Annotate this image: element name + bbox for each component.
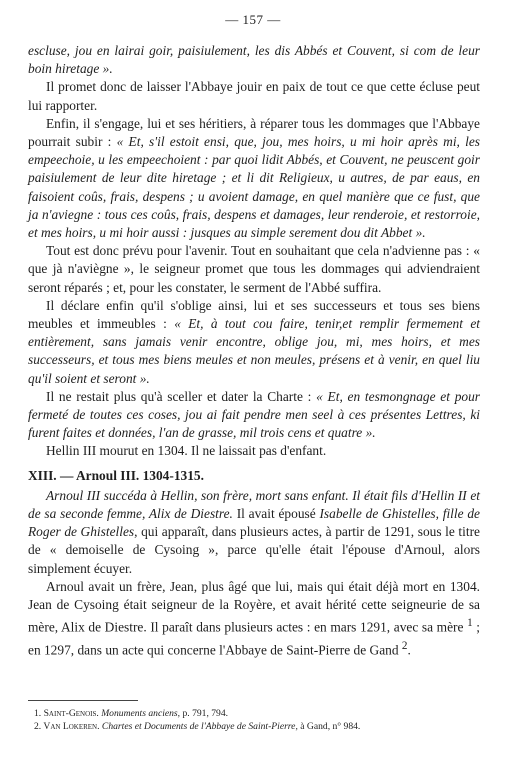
- paragraph: [28, 115, 480, 242]
- paragraph-text: , le seigneur promet que tous les dommages qui adviendraient seront réparés ; et, pour les constater, le serment de l'Abbé suffira.: [28, 261, 480, 295]
- quote-continuation: escluse, jou en lairai goir, paisiulement, les dis Abbés et Couvent, si com de leur boin hiretage ».: [28, 43, 480, 77]
- paragraph: Hellin III mourut en 1304. Il ne laissait pas d'enfant.: [46, 443, 327, 459]
- footnotes: [28, 707, 480, 733]
- inline-quote: « que jà n'aviègne »: [28, 243, 480, 277]
- footnote-2: [28, 720, 480, 733]
- footnote-rule: [28, 700, 138, 701]
- footnote-ref: 2: [401, 639, 408, 652]
- paragraph: [28, 242, 480, 297]
- paragraph: Il promet donc de laisser l'Abbaye jouir en paix de tout ce que cette écluse peut lui rapporter.: [28, 79, 480, 113]
- charter-quote: « Et, s'il estoit ensi, que, jou, mes hoirs, u mi hoir après mi, les empeechoie, u les empeechoient : par quoi lidit Abbés, et Couvent, ne peuscent goir paisiulement de leur dite hiretage ; et li dit Religieux, u autres, de par eaus, en faisoient coûs, frais, despens ; u avoient damage, en quel manière que ce fust, que ja n'aviegne : tous ces coûs, frais, despens et damages, leur renderoie, et restorroie, et mes hoirs, u mi hoir aussi : jusques au simple serement dou dit Abbet ».: [28, 134, 480, 241]
- footnote-ref-text: p. 791, 794.: [182, 708, 229, 719]
- paragraph-text: Arnoul avait un frère, Jean, plus âgé que lui, mais qui était déjà mort en 1304. Jean de Cysoing était seigneur de la Royère, et avait hérité cette seigneurie de sa mère, Alix de Diestre. Il paraît dans plusieurs actes : en mars 1291, avec sa mère: [28, 578, 480, 635]
- paragraph-text: , qui apparaît, dans plusieurs actes, à partir de 1291, sous le titre de « demoiselle de Cysoing », parce qu'elle était l'épouse d'Arnoul, alors simplement écuyer.: [28, 524, 480, 576]
- footnote-title: Chartes et Documents de l'Abbaye de Saint-Pierre,: [101, 721, 298, 732]
- paragraph: [28, 487, 480, 578]
- footnote-ref-text: à Gand, n° 984.: [300, 721, 361, 732]
- paragraph-text: Il déclare enfin qu'il s'oblige ainsi, lui et ses successeurs et tous ses biens meubles et immeubles :: [28, 297, 480, 332]
- footnote-ref: 1: [467, 617, 473, 630]
- name-italic: Isabelle de Ghistelles, fille de Roger de Ghistelles: [28, 506, 480, 540]
- charter-quote: « Et, en tesmongnage et pour fermeté de toutes ces coses, jou ai fait pendre men seel à ces présentes Lettres, ki furent faites et données, l'an de grasse, mil trois cens et quatre ».: [28, 388, 480, 441]
- page-number: — 157 —: [225, 12, 281, 27]
- body-text: [28, 42, 480, 660]
- paragraph-text: Il ne restait plus qu'à sceller et dater la Charte :: [46, 388, 317, 404]
- paragraph-text: Il avait épousé: [232, 506, 320, 522]
- paragraph: [28, 578, 480, 660]
- footnote-author: 1. Saint-Genois.: [34, 708, 99, 719]
- paragraph-text-italic: Arnoul III succéda à Hellin, son frère, mort sans enfant. Il était fils d'Hellin II et de sa seconde femme, Alix de Diestre.: [28, 487, 480, 522]
- paragraph: [28, 388, 480, 443]
- footnote-1: [28, 707, 480, 720]
- section-heading: XIII. — Arnoul III. 1304-1315.: [28, 467, 204, 483]
- paragraph-text: Enfin, il s'engage, lui et ses héritiers, à réparer tous les dommages que l'Abbaye pourrait subir :: [28, 115, 480, 150]
- paragraph-text: Tout est donc prévu pour l'avenir. Tout en souhaitant que cela n'advienne pas :: [46, 243, 474, 259]
- paragraph: [28, 297, 480, 388]
- paragraph-text: ; en 1297, dans un acte qui concerne l'Abbaye de Saint-Pierre de Gand: [28, 619, 480, 658]
- charter-quote: « Et, à tout cou faire, tenir,et remplir fermement et entièrement, sans jamais venir encontre, oblige jou, mi, mes hoirs, et mes successeurs, et tous mes biens meules et non meules, présens et à venir, en quel liu qu'il soient et seront ».: [28, 316, 480, 386]
- footnote-author: 2. Van Lokeren.: [34, 721, 100, 732]
- paragraph-text: .: [407, 642, 411, 658]
- footnote-title: Monuments anciens,: [101, 708, 181, 719]
